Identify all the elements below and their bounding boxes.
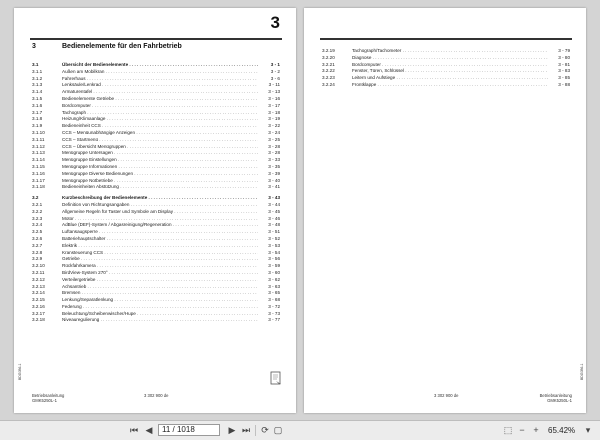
toc-entry-number: 3.1.17 — [32, 177, 45, 183]
toc-entry-title: BirdView-System 270° . . . — [62, 270, 258, 277]
toc-entry[interactable] — [322, 62, 570, 69]
toc-entry-page: 3 - 59 — [268, 263, 280, 269]
toc-entry-title: Menügruppe Diverse Bedienungen . . . — [62, 171, 258, 178]
toc-entry-page: 3 - 28 — [268, 150, 280, 156]
toc-entry[interactable] — [32, 137, 280, 144]
toc-entry-number: 3.2.10 — [32, 263, 45, 269]
toc-entry[interactable] — [32, 116, 280, 123]
toc-entry-number: 3.2.7 — [32, 242, 43, 248]
toc-entry-page: 3 - 77 — [268, 317, 280, 323]
toc-entry-number: 3.1.12 — [32, 143, 45, 149]
toc-entry-title: CCS – Menüunabhängige Anzeigen . . . — [62, 130, 258, 137]
toc-entry[interactable] — [32, 76, 280, 83]
toc-entry-number: 3.2.23 — [322, 75, 335, 81]
toc-entry-page: 3 - 45 — [268, 208, 280, 214]
toc-entry-page: 3 - 83 — [558, 68, 570, 74]
toc-entry[interactable] — [32, 157, 280, 164]
toc-entry-page: 3 - 16 — [268, 95, 280, 101]
footer-manual-label: Betriebsanleitung — [539, 392, 572, 398]
toc-entry-title: Beleuchtung/Scheibenwischer/Hupe . . . — [62, 311, 258, 318]
toc-entry-page: 3 - 17 — [268, 102, 280, 108]
toc-entry-number: 3.1.9 — [32, 123, 43, 129]
toc-entry-title: Heizung/Klimaanlage . . . — [62, 116, 258, 123]
toc-entry[interactable] — [32, 123, 280, 130]
toc-entry[interactable] — [32, 263, 280, 270]
toc-entry-number: 3.1.8 — [32, 116, 43, 122]
toc-entry-page: 3 - 85 — [558, 75, 570, 81]
toc-entry-title: Batteriehauptschalter . . . — [62, 236, 258, 243]
toc-entry[interactable] — [322, 68, 570, 75]
toc-entry-title: Bordcomputer . . . — [352, 62, 548, 69]
toc-entry-page: 3 - 35 — [268, 163, 280, 169]
toolbar-separator — [255, 425, 256, 436]
footer-doc-number: 3 302 900 de — [434, 392, 459, 398]
toc-entry-number: 3.2.22 — [322, 68, 335, 74]
toc-entry[interactable] — [32, 171, 280, 178]
toc-entry-number: 3.2.12 — [32, 276, 45, 282]
toc-entry-title: Definition von Richtungsangaben . . . — [62, 202, 258, 209]
toc-entry[interactable] — [32, 256, 280, 263]
toc-entry-number: 3.2.8 — [32, 249, 43, 255]
toc-entry[interactable] — [32, 89, 280, 96]
toc-entry[interactable] — [32, 284, 280, 291]
toc-entry-title: Kransteuerung CCS . . . — [62, 250, 258, 257]
toc-entry-number: 3.2.15 — [32, 297, 45, 303]
toc-entry-number: 3.2.2 — [32, 208, 43, 214]
toc-entry-title: Menügruppe Notbetriebe . . . — [62, 178, 258, 185]
toc-entry[interactable] — [32, 184, 280, 191]
toc-entry-title: Allgemeine Regeln für Taster und Symbole am Display . . . — [62, 209, 258, 216]
zoom-out-icon[interactable]: − — [519, 425, 525, 435]
toc-entry[interactable] — [32, 96, 280, 103]
toc-entry-page: 3 - 44 — [268, 201, 280, 207]
footer-manual-label: Betriebsanleitung — [32, 392, 65, 398]
page-left — [14, 8, 296, 413]
toc-entry-page: 3 - 68 — [268, 297, 280, 303]
toc-list-left — [32, 62, 280, 324]
toc-entry-number: 3.2.13 — [32, 283, 45, 289]
toc-entry-title: Fenster, Türen, Schlüssel . . . — [352, 68, 548, 75]
zoom-in-icon[interactable]: + — [533, 425, 539, 435]
toc-entry-page: 3 - 53 — [268, 242, 280, 248]
toc-entry-number: 3.1.1 — [32, 68, 43, 74]
prev-page-icon[interactable]: ◀ — [145, 425, 153, 435]
toc-entry-title: Menügruppe Einstellungen . . . — [62, 157, 258, 164]
toc-entry-title: Federung . . . — [62, 304, 258, 311]
toc-entry-number: 3.2.17 — [32, 310, 45, 316]
toc-entry-number: 3.1.16 — [32, 170, 45, 176]
toc-entry-page: 3 - 48 — [268, 222, 280, 228]
toc-entry-page: 3 - 11 — [268, 82, 280, 88]
toc-list-right — [322, 48, 570, 89]
toc-entry-number: 3.1.7 — [32, 109, 43, 115]
manual-book-icon — [270, 371, 282, 385]
toc-entry-title: Menügruppe Informationen . . . — [62, 164, 258, 171]
toc-entry-title: Fahrerhaus . . . — [62, 76, 258, 83]
toc-entry-number: 3.1.14 — [32, 157, 45, 163]
toc-entry-title: Bremsen . . . — [62, 290, 258, 297]
toc-entry[interactable] — [32, 69, 280, 76]
toc-entry[interactable] — [322, 48, 570, 55]
toc-entry-title: CCS – Startmenü . . . — [62, 137, 258, 144]
footer-model-label: GMK5250L-1 — [32, 397, 57, 403]
page-right — [304, 8, 586, 413]
toc-entry-title: CCS – Übersicht Menügruppen . . . — [62, 144, 258, 151]
toc-entry[interactable] — [322, 75, 570, 82]
toc-entry[interactable] — [32, 277, 280, 284]
toc-entry-title: Verteilergetriebe . . . — [62, 277, 258, 284]
header-rule — [320, 38, 572, 40]
toc-entry-title: AdBlue (DEF)-System / Abgasreinigung/Regeneration . . . — [62, 222, 258, 229]
toc-entry-number: 3.1.6 — [32, 102, 43, 108]
toc-entry-number: 3.1 — [32, 62, 39, 67]
toc-entry-page: 3 - 62 — [268, 276, 280, 282]
toc-entry[interactable] — [322, 55, 570, 62]
toc-entry-title: Rückfahrkamera . . . — [62, 263, 258, 270]
toc-entry[interactable] — [32, 270, 280, 277]
footer-left — [32, 393, 64, 403]
toc-entry[interactable] — [32, 297, 280, 304]
toc-entry-number: 3.2.21 — [322, 61, 335, 67]
toc-entry-title: Lenksäule/Lenkrad . . . — [62, 82, 258, 89]
toc-entry[interactable] — [32, 150, 280, 157]
toc-entry[interactable] — [32, 304, 280, 311]
rotate-icon[interactable]: ⟳ — [261, 425, 269, 435]
toc-entry-title: Luftansaugsperre . . . — [62, 229, 258, 236]
toc-entry-page: 3 - 41 — [268, 184, 280, 190]
toc-entry-page: 3 - 33 — [268, 157, 280, 163]
toc-entry-title: Lenkung/Separatlenkung . . . — [62, 297, 258, 304]
toc-entry-number: 3.1.11 — [32, 136, 45, 142]
toc-entry-number: 3.2.3 — [32, 215, 43, 221]
toc-entry-number: 3.1.18 — [32, 184, 45, 190]
toc-entry-number: 3.2 — [32, 195, 39, 201]
chapter-number: 3 — [270, 13, 280, 32]
toc-entry-page: 3 - 81 — [558, 61, 570, 67]
toc-entry-title: Tachograph/Tachometer . . . — [352, 48, 548, 55]
toc-entry-page: 3 - 72 — [268, 303, 280, 309]
toc-entry[interactable] — [32, 216, 280, 223]
toc-entry-page: 3 - 73 — [268, 310, 280, 316]
side-code: BDG0B6-1 — [18, 363, 22, 380]
toc-entry-title: Diagnose . . . — [352, 55, 548, 62]
toc-entry[interactable] — [32, 311, 280, 318]
last-page-icon[interactable]: ⏭ — [241, 425, 251, 435]
toc-entry-page: 3 - 40 — [268, 177, 280, 183]
toc-entry[interactable] — [32, 195, 280, 202]
toc-entry-title: Elektrik . . . — [62, 243, 258, 250]
toc-entry[interactable] — [32, 202, 280, 209]
toc-entry-title: Bordcomputer . . . — [62, 103, 258, 110]
toc-entry-page: 3 - 54 — [268, 249, 280, 255]
page-number-input[interactable] — [158, 424, 220, 436]
toc-entry[interactable] — [32, 250, 280, 257]
toc-entry-number: 3.1.15 — [32, 163, 45, 169]
toc-entry-number: 3.2.4 — [32, 222, 43, 228]
toc-entry-page: 3 - 56 — [268, 256, 280, 262]
toc-entry-page: 3 - 52 — [268, 235, 280, 241]
chapter-title-text: Bedienelemente für den Fahrbetrieb — [62, 43, 182, 50]
toc-entry-title: Getriebe . . . — [62, 256, 258, 263]
toc-entry-page: 3 - 24 — [268, 129, 280, 135]
toc-entry[interactable] — [32, 130, 280, 137]
toc-entry-number: 3.2.5 — [32, 229, 43, 235]
toc-entry-title: Bedieneinheit CCS . . . — [62, 123, 258, 130]
toc-entry-page: 3 - 63 — [268, 283, 280, 289]
toc-entry-page: 3 - 79 — [558, 48, 570, 53]
toc-entry-title: Kurzbeschreibung der Bedienelemente . . . — [62, 195, 258, 202]
toc-entry-page: 3 - 6 — [270, 75, 280, 81]
toc-entry-number: 3.1.3 — [32, 82, 43, 88]
toc-entry-number: 3.1.4 — [32, 89, 43, 95]
toc-entry-page: 3 - 39 — [268, 170, 280, 176]
toc-entry-title: Niveauregulierung . . . — [62, 317, 258, 324]
toc-entry-title: Motor . . . — [62, 216, 258, 223]
toc-entry[interactable] — [32, 144, 280, 151]
toc-entry-number: 3.2.9 — [32, 256, 43, 262]
toc-entry-page: 3 - 46 — [268, 215, 280, 221]
fit-page-icon[interactable]: ▢ — [273, 425, 283, 435]
toc-entry-number: 3.1.5 — [32, 95, 43, 101]
toc-entry[interactable] — [32, 110, 280, 117]
toc-entry-number: 3.2.6 — [32, 235, 43, 241]
toc-entry-number: 3.1.13 — [32, 150, 45, 156]
header-rule — [30, 38, 282, 40]
toc-entry[interactable] — [32, 209, 280, 216]
first-page-icon[interactable]: ⏮ — [129, 425, 139, 435]
toc-entry-title: Bedienelemente Getriebe . . . — [62, 96, 258, 103]
toc-entry[interactable] — [32, 317, 280, 324]
toc-entry[interactable] — [322, 82, 570, 89]
fit-width-icon[interactable]: ⬚ — [503, 425, 513, 435]
toc-entry[interactable] — [32, 222, 280, 229]
next-page-icon[interactable]: ▶ — [228, 425, 236, 435]
toc-entry-title: Übersicht der Bedienelemente . . . — [62, 62, 258, 69]
toc-entry[interactable] — [32, 103, 280, 110]
toc-entry[interactable] — [32, 243, 280, 250]
toc-entry-number: 3.1.2 — [32, 75, 43, 81]
toc-entry-number: 3.1.10 — [32, 129, 45, 135]
toc-entry-title: Tachograph . . . — [62, 110, 258, 117]
toc-entry-title: Leitern und Aufstiege . . . — [352, 75, 548, 82]
toc-entry-page: 3 - 65 — [268, 290, 280, 296]
toc-entry-page: 3 - 60 — [268, 269, 280, 275]
toc-entry-title: Frontklappe . . . — [352, 82, 548, 89]
toc-entry-title: Außen am Mobilkran . . . — [62, 69, 258, 76]
toc-entry-number: 3.2.18 — [32, 317, 45, 323]
toc-entry-title: Bedieneinheiten Abstützung . . . — [62, 184, 258, 191]
toc-entry-number: 3.2.1 — [32, 201, 43, 207]
toc-entry-page: 3 - 80 — [558, 54, 570, 60]
toc-entry[interactable] — [32, 290, 280, 297]
side-code: BDG0B6-1 — [580, 363, 584, 380]
toc-entry-number: 3.2.19 — [322, 48, 335, 53]
viewer-toolbar — [0, 420, 600, 440]
toc-entry[interactable] — [32, 164, 280, 171]
toc-entry-page: 3 - 51 — [268, 229, 280, 235]
toc-entry-page: 3 - 13 — [268, 89, 280, 95]
toc-entry-page: 3 - 19 — [268, 116, 280, 122]
toc-entry[interactable] — [32, 236, 280, 243]
toc-entry[interactable] — [32, 178, 280, 185]
toc-entry-page: 3 - 28 — [268, 143, 280, 149]
toc-entry-title: Armaturentafel . . . — [62, 89, 258, 96]
toc-entry-page: 3 - 43 — [268, 195, 280, 201]
zoom-level[interactable]: 65.42% — [548, 426, 576, 435]
toc-entry-title: Menügruppe Untersagen . . . — [62, 150, 258, 157]
toc-entry-page: 3 - 22 — [268, 123, 280, 129]
toc-entry-page: 3 - 88 — [558, 81, 570, 87]
footer-right — [540, 393, 572, 403]
toc-entry-page: 3 - 2 — [270, 68, 280, 74]
toc-entry-number: 3.2.14 — [32, 290, 45, 296]
toc-entry-number: 3.2.16 — [32, 303, 45, 309]
zoom-dropdown-icon[interactable]: ▾ — [585, 425, 591, 435]
toc-entry-page: 3 - 25 — [268, 136, 280, 142]
footer-doc-number: 3 302 900 de — [144, 392, 169, 398]
toc-entry-title: Achsantrieb . . . — [62, 284, 258, 291]
toc-entry[interactable] — [32, 229, 280, 236]
toc-entry-number: 3.2.24 — [322, 81, 335, 87]
toc-entry[interactable] — [32, 82, 280, 89]
toc-entry[interactable] — [32, 62, 280, 69]
toc-entry-page: 3 - 1 — [270, 62, 280, 67]
chapter-title-number: 3 — [32, 43, 36, 50]
toc-entry-number: 3.2.20 — [322, 54, 335, 60]
toc-entry-page: 3 - 18 — [268, 109, 280, 115]
footer-model-label: GMK5250L-1 — [547, 397, 572, 403]
toc-entry-number: 3.2.11 — [32, 269, 45, 275]
